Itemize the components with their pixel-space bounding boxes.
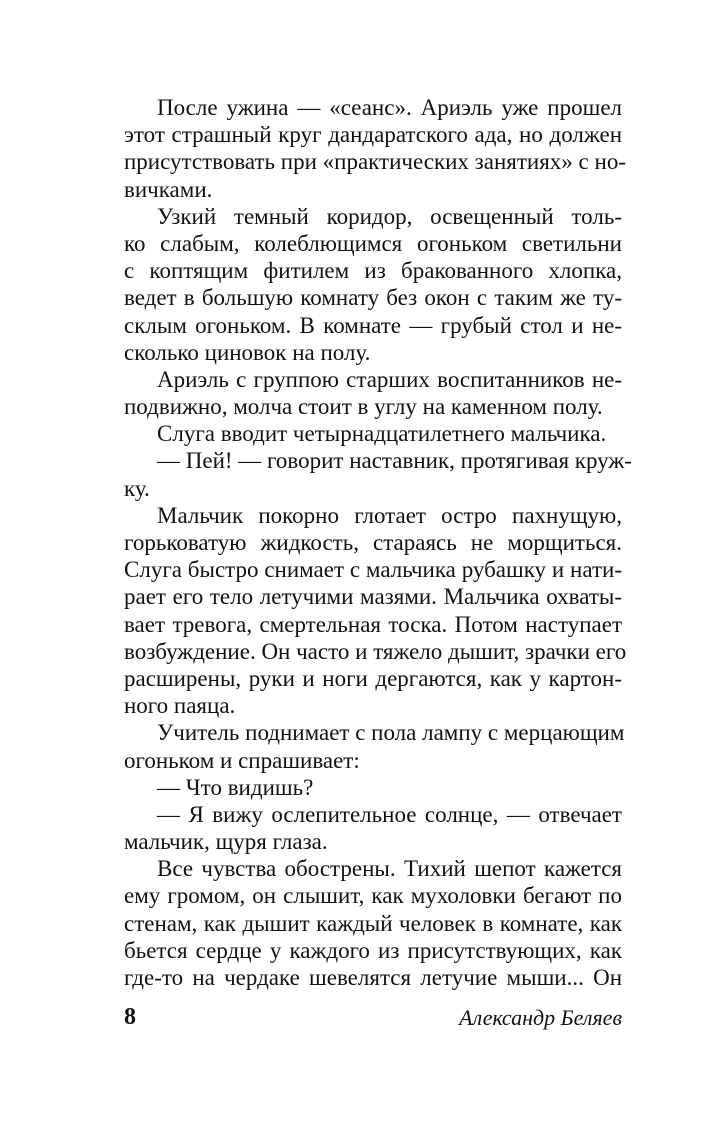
text-line: рает его тело летучими мазями. Мальчика охваты- xyxy=(124,584,622,610)
text-line: ведет в большую комнату без окон с таким же ту- xyxy=(124,285,622,311)
page-body-text xyxy=(124,94,632,991)
text-line: Мальчик покорно глотает остро пахнущую, xyxy=(157,502,622,528)
page-number: 8 xyxy=(124,1004,136,1030)
text-line: После ужина — «сеанс». Ариэль уже прошел xyxy=(157,95,622,120)
text-line: подвижно, молча стоит в углу на каменном полу. xyxy=(124,394,603,420)
text-line: расширены, руки и ноги дергаются, как у картон- xyxy=(124,665,622,691)
text-line: ного паяца. xyxy=(124,693,236,719)
text-line: Все чувства обострены. Тихий шепот кажется xyxy=(157,856,622,882)
text-line: с коптящим фитилем из бракованного хлопка, xyxy=(124,258,622,284)
text-line: мальчик, щуря глаза. xyxy=(124,829,328,855)
text-line: горьковатую жидкость, стараясь не морщиться. xyxy=(124,530,622,555)
text-line: возбуждение. Он часто и тяжело дышит, зрачки его xyxy=(124,638,627,664)
text-line: Узкий темный коридор, освещенный толь- xyxy=(157,203,622,229)
text-line: — Я вижу ослепительное солнце, — отвечает xyxy=(157,801,622,827)
text-line: ку. xyxy=(124,475,150,501)
text-line: Ариэль с группою старших воспитанников не- xyxy=(157,366,622,392)
text-line: ко слабым, колеблющимся огоньком светильни xyxy=(124,230,622,256)
running-footer-author: Александр Беляев xyxy=(459,1005,622,1030)
text-line: присутствовать при «практических занятиях» с но- xyxy=(124,149,626,175)
text-line: этот страшный круг дандаратского ада, но должен xyxy=(124,122,622,148)
text-line: склым огоньком. В комнате — грубый стол и не- xyxy=(124,312,622,338)
text-line: бьется сердце у каждого из присутствующих, как xyxy=(124,937,622,963)
text-line: Учитель поднимает с пола лампу с мерцающим xyxy=(157,720,625,746)
text-line: ему громом, он слышит, как мухоловки бегают по xyxy=(124,883,622,909)
text-line: — Пей! — говорит наставник, протягивая круж- xyxy=(157,448,632,474)
text-line: Слуга быстро снимает с мальчика рубашку и нати- xyxy=(124,557,622,583)
text-line: огоньком и спрашивает: xyxy=(124,747,360,773)
text-line: вичками. xyxy=(124,176,213,202)
text-line: сколько циновок на полу. xyxy=(124,339,371,365)
text-line: Слуга вводит четырнадцатилетнего мальчика. xyxy=(157,421,607,447)
text-line: стенам, как дышит каждый человек в комнате, как xyxy=(124,910,622,936)
text-line: вает тревога, смертельная тоска. Потом наступает xyxy=(124,611,622,637)
text-line: где-то на чердаке шевелятся летучие мыши... Он xyxy=(124,965,622,990)
text-line: — Что видишь? xyxy=(157,774,314,800)
